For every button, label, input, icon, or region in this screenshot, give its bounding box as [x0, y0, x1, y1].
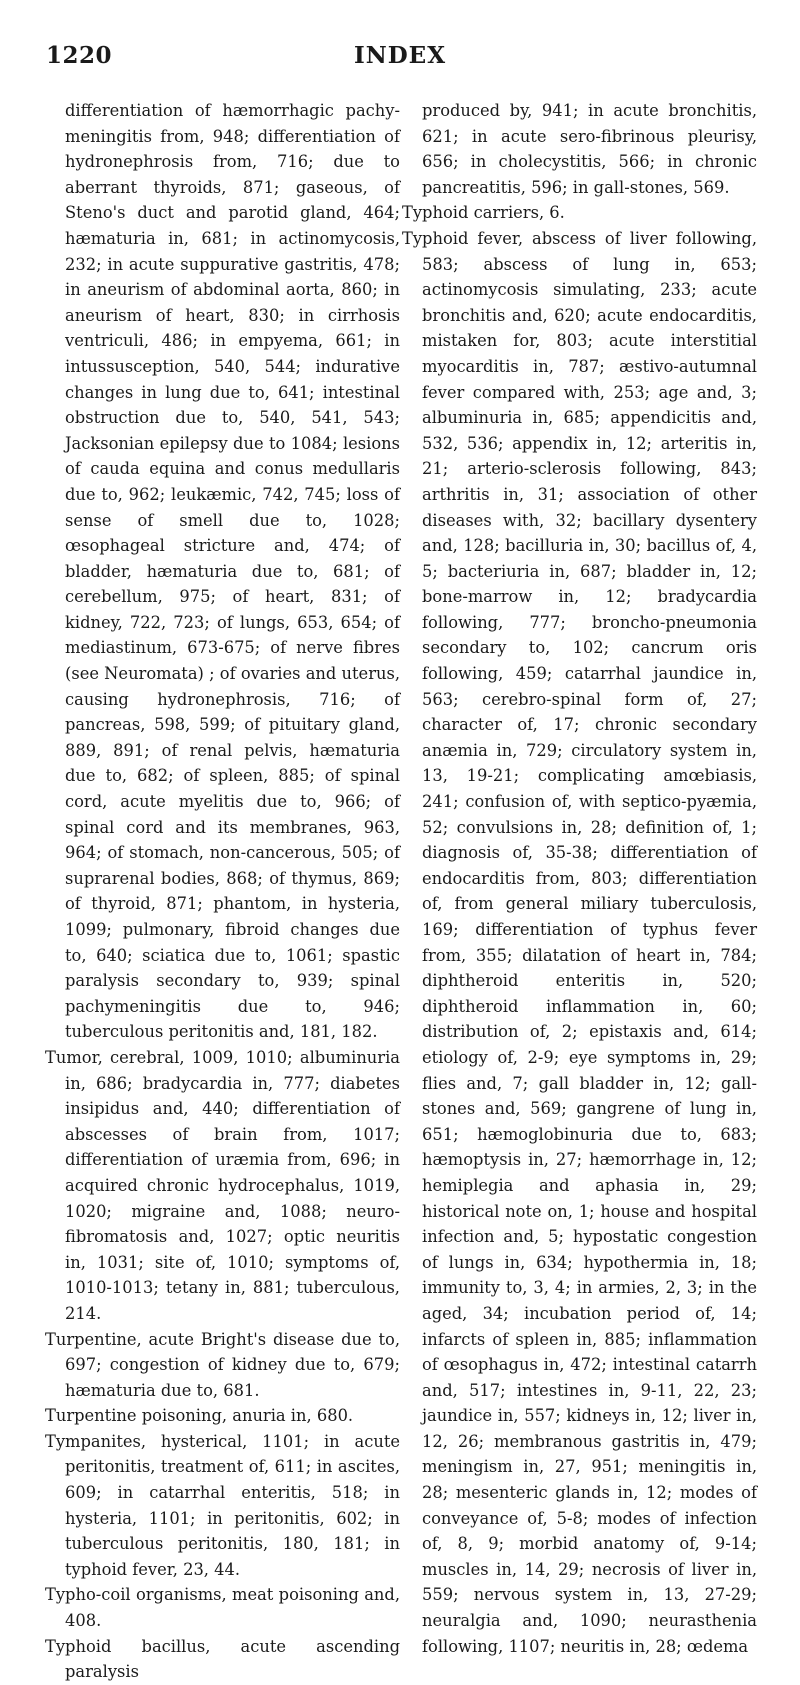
index-entry: produced by, 941; in acute bronchitis, 621; in acute sero-fibrinous pleurisy, 656; in cholecystitis, 566; in chronic pancreatitis, 596; in gall-stones, 569.: [422, 101, 757, 197]
index-entry: Tympanites, hysterical, 1101; in acute peritonitis, treatment of, 611; in ascites, 609; in catarrhal enteritis, 518; in hysteria, 1101; in peritonitis, 602; in tuberculous peritonitis, 180, 181; in typhoid fever, 23, 44.: [45, 1431, 400, 1579]
index-entry: Typhoid fever, abscess of liver following, 583; abscess of lung in, 653; actinomycosis simulating, 233; acute bronchitis and, 620; acute endocarditis, mistaken for, 803; acute interstitial myocarditis in, 787; æstivo-autumnal fever compared with, 253; age and, 3; albuminuria in, 685; appendicitis and, 532, 536; appendix in, 12; arteritis in, 21; arterio-sclerosis following, 843; arthritis in, 31; association of other diseases with, 32; bacillary dysentery and, 128; bacilluria in, 30; bacillus of, 4, 5; bacteriuria in, 687; bladder in, 12; bone-marrow in, 12; bradycardia following, 777; broncho-pneumonia secondary to, 102; cancrum oris following, 459; catarrhal jaundice in, 563; cerebro-spinal form of, 27; character of, 17; chronic secondary anæmia in, 729; circulatory system in, 13, 19-21; complicating amœbiasis, 241; confusion of, with septico-pyæmia, 52; convulsions in, 28; definition of, 1; diagnosis of, 35-38; differentiation of endocarditis from, 803; differentiation of, from general miliary tuberculosis, 169; differentiation of typhus fever from, 355; dilatation of heart in, 784; diphtheroid enteritis in, 520; diphtheroid inflammation in, 60; distribution of, 2; epistaxis and, 614; etiology of, 2-9; eye symptoms in, 29; flies and, 7; gall bladder in, 12; gall-stones and, 569; gangrene of lung in, 651; hæmoglobinuria due to, 683; hæmoptysis in, 27; hæmorrhage in, 12; hemiplegia and aphasia in, 29; historical note on, 1; house and hospital infection and, 5; hypostatic congestion of lungs in, 634; hypothermia in, 18; immunity to, 3, 4; in armies, 2, 3; in the aged, 34; incubation period of, 14; infarcts of spleen in, 885; inflammation of œsophagus in, 472; intestinal catarrh and, 517; intestines in, 9-11, 22, 23; jaundice in, 557; kidneys in, 12; liver in, 12, 26; membranous gastritis in, 479; meningism in, 27, 951; meningitis in, 28; mesenteric glands in, 12; modes of conveyance of, 5-8; modes of infection of, 8, 9; morbid anatomy of, 9-14; muscles in, 14, 29; necrosis of liver in, 559; nervous system in, 13, 27-29; neuralgia and, 1090; neurasthenia following, 1107; neuritis in, 28; œdema: [402, 228, 757, 1656]
index-entry: Turpentine poisoning, anuria in, 680.: [45, 1406, 354, 1426]
index-entry: Tumor, cerebral, 1009, 1010; albuminuria in, 686; bradycardia in, 777; diabetes insipidus and, 440; differentiation of abscesses of brain from, 1017; differentiation of uræmia from, 696; in acquired chronic hydrocephalus, 1019, 1020; migraine and, 1088; neuro-fibromatosis and, 1027; optic neuritis in, 1031; site of, 1010; symptoms of, 1010-1013; tetany in, 881; tuberculous, 214.: [45, 1047, 400, 1323]
index-entry: Typho-coil organisms, meat poisoning and, 408.: [45, 1585, 400, 1631]
index-entry: Turpentine, acute Bright's disease due to, 697; congestion of kidney due to, 679; hæmaturia due to, 681.: [45, 1329, 400, 1400]
index-entry: differentiation of hæmorrhagic pachy-meningitis from, 948; differentiation of hydronephrosis from, 716; due to aberrant thyroids, 871; gaseous, of Steno's duct and parotid gland, 464; hæmaturia in, 681; in actinomycosis, 232; in acute suppurative gastritis, 478; in aneurism of abdominal aorta, 860; in aneurism of heart, 830; in cirrhosis ventriculi, 486; in empyema, 661; in intussusception, 540, 544; indurative changes in lung due to, 641; intestinal obstruction due to, 540, 541, 543; Jacksonian epilepsy due to 1084; lesions of cauda equina and conus medullaris due to, 962; leukæmic, 742, 745; loss of sense of smell due to, 1028; œsophageal stricture and, 474; of bladder, hæmaturia due to, 681; of cerebellum, 975; of heart, 831; of kidney, 722, 723; of lungs, 653, 654; of mediastinum, 673-675; of nerve fibres (see Neuromata) ; of ovaries and uterus, causing hydronephrosis, 716; of pancreas, 598, 599; of pituitary gland, 889, 891; of renal pelvis, hæmaturia due to, 682; of spleen, 885; of spinal cord, acute myelitis due to, 966; of spinal cord and its membranes, 963, 964; of stomach, non-cancerous, 505; of suprarenal bodies, 868; of thymus, 869; of thyroid, 871; phantom, in hysteria, 1099; pulmonary, fibroid changes due to, 640; sciatica due to, 1061; spastic paralysis secondary to, 939; spinal pachymeningitis due to, 946; tuberculous peritonitis and, 181, 182.: [65, 101, 400, 1042]
page-number: 1220: [46, 42, 113, 69]
index-column-left: [45, 98, 400, 1685]
index-column-right: [402, 98, 757, 1659]
index-entry: Typhoid carriers, 6.: [402, 203, 565, 223]
running-head-title: INDEX: [353, 42, 447, 69]
index-entry: Typhoid bacillus, acute ascending paralysis: [45, 1636, 400, 1682]
